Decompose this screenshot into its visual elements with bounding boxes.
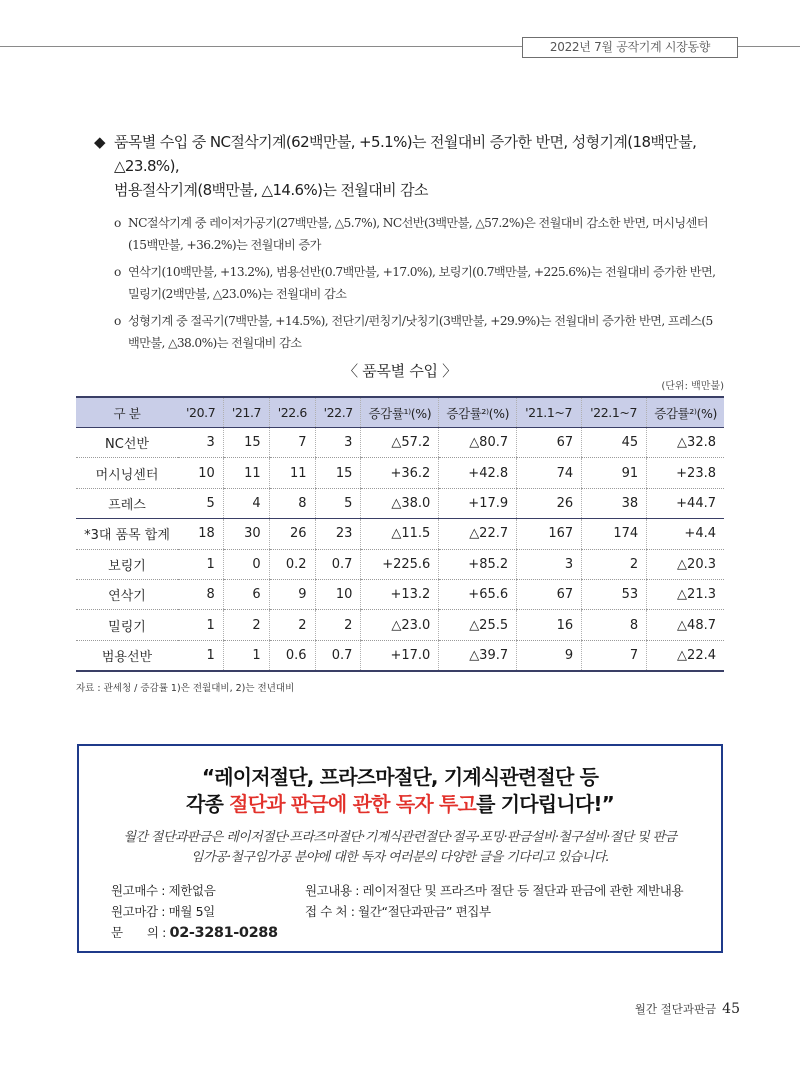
table-cell: +4.4 (647, 519, 724, 549)
table-cell: 26 (269, 519, 315, 549)
table-cell: 67 (517, 579, 582, 609)
table-cell: 2 (582, 549, 647, 579)
sub-line: 백만불, △38.0%)는 전월대비 감소 (128, 336, 302, 350)
table-cell: 8 (582, 610, 647, 640)
table-cell: 15 (315, 458, 361, 488)
table-cell: +17.9 (439, 488, 517, 518)
table-cell: 174 (582, 519, 647, 549)
header-cell: '22.6 (269, 397, 315, 428)
page-number: 45 (722, 1001, 740, 1017)
header-cell: '20.7 (178, 397, 223, 428)
table-cell: △11.5 (361, 519, 439, 549)
ad-info-value: 제한없음 (168, 883, 216, 898)
circle-bullet-icon: o (114, 314, 121, 328)
table-cell: 5 (315, 488, 361, 518)
table-cell: 0.7 (315, 640, 361, 671)
table-cell: 11 (269, 458, 315, 488)
table-unit: (단위: 백만불) (661, 381, 724, 392)
table-cell: △20.3 (647, 549, 724, 579)
sub-bullet (114, 261, 734, 305)
table-cell: +17.0 (361, 640, 439, 671)
table-cell: 7 (269, 428, 315, 458)
table-cell: 30 (223, 519, 269, 549)
ad-info-label: 원고매수 : (111, 883, 169, 898)
table-cell: 45 (582, 428, 647, 458)
table-source: 자료 : 관세청 / 증감률 1)은 전월대비, 2)는 전년대비 (76, 683, 295, 694)
table-cell: △21.3 (647, 579, 724, 609)
table-header-row (76, 397, 724, 428)
table-cell: 67 (517, 428, 582, 458)
table-cell: +44.7 (647, 488, 724, 518)
ad-info-value: 레이저절단 및 프라즈마 절단 등 절단과 판금에 관한 제반내용 (362, 883, 684, 898)
table-cell: 11 (223, 458, 269, 488)
ad-info-item (305, 880, 683, 901)
table-cell: 2 (315, 610, 361, 640)
sub-line: 성형기계 중 절곡기(7백만불, +14.5%), 전단기/펀칭기/낫칭기(3백만불, +29.9%)는 전월대비 증가한 반면, 프레스(5 (128, 314, 713, 328)
table-row (76, 549, 724, 579)
table-row (76, 458, 724, 488)
table-cell: +225.6 (361, 549, 439, 579)
diamond-bullet-icon: ◆ (94, 133, 105, 151)
header-cell: 증감률²⁾(%) (647, 397, 724, 428)
table-cell: 7 (582, 640, 647, 671)
table-cell: △57.2 (361, 428, 439, 458)
row-label: 밀링기 (76, 610, 178, 640)
footer-magazine-name: 월간 절단과판금 (634, 1002, 717, 1016)
table-cell: 3 (315, 428, 361, 458)
table-cell: △22.7 (439, 519, 517, 549)
row-label: 연삭기 (76, 579, 178, 609)
sub-line: 밀링기(2백만불, △23.0%)는 전월대비 감소 (128, 287, 347, 301)
table-cell: 23 (315, 519, 361, 549)
main-line-2: 범용절삭기계(8백만불, △14.6%)는 전월대비 감소 (114, 181, 428, 199)
table-cell: △39.7 (439, 640, 517, 671)
ad-info-item (111, 901, 278, 922)
ad-description-line: 임가공·철구임가공 분야에 대한 독자 여러분의 다양한 글을 기다리고 있습니다. (191, 850, 609, 865)
table-cell: 8 (269, 488, 315, 518)
ad-info-label: 문 의 : (111, 925, 170, 940)
page-footer (635, 1001, 740, 1017)
table-cell: 10 (315, 579, 361, 609)
header-cell: '21.1~7 (517, 397, 582, 428)
table-cell: 4 (223, 488, 269, 518)
table-cell: +42.8 (439, 458, 517, 488)
header-cell: 증감률²⁾(%) (439, 397, 517, 428)
sub-bullets (94, 212, 734, 354)
table-row (76, 428, 724, 458)
table-cell: +13.2 (361, 579, 439, 609)
table-cell: 1 (223, 640, 269, 671)
header-cell: 증감률¹⁾(%) (361, 397, 439, 428)
table-cell: 5 (178, 488, 223, 518)
row-label: *3대 품목 합계 (76, 519, 178, 549)
row-label: 보링기 (76, 549, 178, 579)
header-cell: '22.7 (315, 397, 361, 428)
ad-headline-text: 각종 (185, 792, 230, 816)
table-cell: 1 (178, 640, 223, 671)
table-row (76, 579, 724, 609)
row-label: 프레스 (76, 488, 178, 518)
ad-info-label: 원고마감 : (111, 904, 169, 919)
sub-bullet (114, 310, 734, 354)
ad-headline-line-1: “레이저절단, 프라즈마절단, 기계식관련절단 등 (201, 765, 599, 789)
header-title: 2022년 7월 공작기계 시장동향 (522, 37, 738, 58)
table-cell: △38.0 (361, 488, 439, 518)
table-row (76, 488, 724, 518)
table-cell: 74 (517, 458, 582, 488)
table-cell: 38 (582, 488, 647, 518)
ad-info-label: 접 수 처 : (305, 904, 359, 919)
table-cell: △22.4 (647, 640, 724, 671)
table-cell: 10 (178, 458, 223, 488)
table-cell: 3 (517, 549, 582, 579)
contribution-ad-box (77, 744, 723, 953)
table-cell: △48.7 (647, 610, 724, 640)
circle-bullet-icon: o (114, 216, 121, 230)
table-cell: 9 (269, 579, 315, 609)
sub-bullet (114, 212, 734, 256)
header-cell: '22.1~7 (582, 397, 647, 428)
table-cell: △25.5 (439, 610, 517, 640)
table-cell: 0.2 (269, 549, 315, 579)
ad-info-item (305, 901, 683, 922)
table-cell: +23.8 (647, 458, 724, 488)
table-cell: 2 (269, 610, 315, 640)
table-cell: 1 (178, 610, 223, 640)
row-label: 머시닝센터 (76, 458, 178, 488)
ad-info-left (111, 880, 278, 944)
ad-headline-line-2 (79, 791, 721, 818)
table-cell: 53 (582, 579, 647, 609)
table-row (76, 640, 724, 671)
table-cell: 15 (223, 428, 269, 458)
table-cell: 26 (517, 488, 582, 518)
table-cell: 8 (178, 579, 223, 609)
ad-headline-highlight: 절단과 판금에 관한 독자 투고 (229, 792, 477, 816)
table-cell: △80.7 (439, 428, 517, 458)
table-cell: 16 (517, 610, 582, 640)
table-title: 〈 품목별 수입 〉 (343, 362, 457, 380)
ad-info-item (111, 922, 278, 944)
circle-bullet-icon: o (114, 265, 121, 279)
ad-description-line: 월간 절단과판금은 레이저절단·프라즈마절단·기계식관련절단·절곡·포밍·판금설비·철구설비·절단 및 판금 (123, 830, 677, 845)
table-cell: 3 (178, 428, 223, 458)
table-row (76, 610, 724, 640)
import-table (76, 396, 724, 672)
table-cell: 9 (517, 640, 582, 671)
ad-info-right (305, 880, 683, 922)
header-cell: '21.7 (223, 397, 269, 428)
ad-info-label: 원고내용 : (305, 883, 363, 898)
ad-description (79, 828, 721, 868)
main-bullet (94, 130, 734, 202)
table-cell: 1 (178, 549, 223, 579)
table-cell: 167 (517, 519, 582, 549)
table-cell: 18 (178, 519, 223, 549)
table-cell: △32.8 (647, 428, 724, 458)
row-label: NC선반 (76, 428, 178, 458)
ad-info-value: 매월 5일 (168, 904, 215, 919)
sub-line: 연삭기(10백만불, +13.2%), 범용선반(0.7백만불, +17.0%), 보링기(0.7백만불, +225.6%)는 전월대비 증가한 반면, (128, 265, 716, 279)
table-cell: +36.2 (361, 458, 439, 488)
table-cell: 6 (223, 579, 269, 609)
table-cell: 0.6 (269, 640, 315, 671)
ad-phone-number: 02-3281-0288 (169, 925, 278, 941)
ad-info-value: 월간“절단과판금” 편집부 (358, 904, 491, 919)
sub-line: (15백만불, +36.2%)는 전월대비 증가 (128, 238, 321, 252)
table-cell: 0 (223, 549, 269, 579)
header-cell: 구 분 (76, 397, 178, 428)
table-cell: 91 (582, 458, 647, 488)
row-label: 범용선반 (76, 640, 178, 671)
table-cell: 0.7 (315, 549, 361, 579)
table-cell: △23.0 (361, 610, 439, 640)
sub-line: NC절삭기계 중 레이저가공기(27백만불, △5.7%), NC선반(3백만불, △57.2%)은 전월대비 감소한 반면, 머시닝센터 (128, 216, 708, 230)
ad-headline (79, 764, 721, 818)
table-cell: +85.2 (439, 549, 517, 579)
ad-headline-text: 를 기다립니다!” (476, 792, 615, 816)
table-cell: 2 (223, 610, 269, 640)
ad-info-item (111, 880, 278, 901)
summary-section (94, 130, 734, 359)
table-cell: +65.6 (439, 579, 517, 609)
table-row (76, 519, 724, 549)
main-line-1: 품목별 수입 중 NC절삭기계(62백만불, +5.1%)는 전월대비 증가한 반면, 성형기계(18백만불, △23.8%), (114, 133, 697, 175)
